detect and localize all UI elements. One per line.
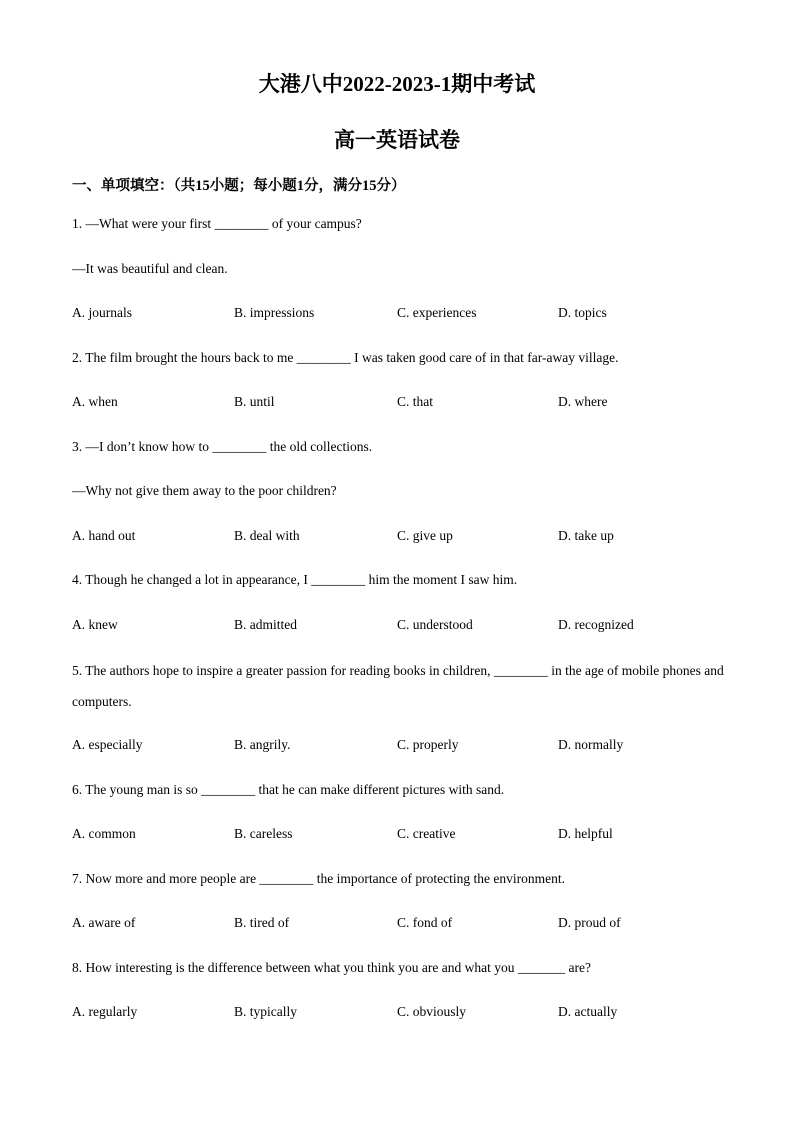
question-3-reply: —Why not give them away to the poor children? (72, 483, 337, 498)
question-1-option-b: B. impressions (234, 305, 315, 320)
question-1-option-d: D. topics (558, 305, 607, 320)
question-4-option-c: C. understood (397, 617, 473, 632)
question-3-option-a: A. hand out (72, 528, 136, 543)
question-6-stem: 6. The young man is so ________ that he can make different pictures with sand. (72, 782, 505, 797)
question-1-reply: —It was beautiful and clean. (72, 261, 228, 276)
question-5-option-b: B. angrily. (234, 737, 291, 752)
question-5-option-a: A. especially (72, 737, 143, 752)
question-6-option-a: A. common (72, 826, 136, 841)
question-8-option-d: D. actually (558, 1004, 618, 1019)
question-3-option-d: D. take up (558, 528, 614, 543)
question-2-option-c: C. that (397, 394, 433, 409)
question-2-option-d: D. where (558, 394, 608, 409)
question-1-option-c: C. experiences (397, 305, 477, 320)
question-4-option-a: A. knew (72, 617, 118, 632)
question-8-option-a: A. regularly (72, 1004, 138, 1019)
question-6-option-b: B. careless (234, 826, 293, 841)
question-7-option-b: B. tired of (234, 915, 290, 930)
question-2-option-a: A. when (72, 394, 118, 409)
question-5-option-c: C. properly (397, 737, 459, 752)
question-8-option-b: B. typically (234, 1004, 297, 1019)
question-4-option-b: B. admitted (234, 617, 297, 632)
question-5-option-d: D. normally (558, 737, 624, 752)
question-8-option-c: C. obviously (397, 1004, 467, 1019)
question-4-option-d: D. recognized (558, 617, 634, 632)
question-8-stem: 8. How interesting is the difference between what you think you are and what you _______ are? (72, 960, 591, 975)
question-4-stem: 4. Though he changed a lot in appearance, I ________ him the moment I saw him. (72, 572, 518, 587)
question-2-stem: 2. The film brought the hours back to me ________ I was taken good care of in that far-away village. (72, 350, 619, 365)
question-6-option-d: D. helpful (558, 826, 613, 841)
question-2-option-b: B. until (234, 394, 275, 409)
question-7-option-c: C. fond of (397, 915, 453, 930)
question-5-stem: 5. The authors hope to inspire a greater passion for reading books in children, ________ in the age of mobile phones and computers. (72, 663, 724, 709)
exam-title: 大港八中2022-2023-1期中考试 (258, 72, 536, 96)
section-heading: 一、单项填空：（共15小题；每小题1分，满分15分） (72, 178, 406, 194)
question-3-option-b: B. deal with (234, 528, 300, 543)
question-3-stem: 3. —I don’t know how to ________ the old collections. (72, 439, 373, 454)
question-7-option-a: A. aware of (72, 915, 136, 930)
question-1-option-a: A. journals (72, 305, 132, 320)
exam-subtitle: 高一英语试卷 (334, 128, 460, 152)
question-6-option-c: C. creative (397, 826, 456, 841)
question-7-option-d: D. proud of (558, 915, 621, 930)
question-7-stem: 7. Now more and more people are ________ the importance of protecting the environment. (72, 871, 565, 886)
question-1-stem: 1. —What were your first ________ of your campus? (72, 216, 362, 231)
question-3-option-c: C. give up (397, 528, 453, 543)
